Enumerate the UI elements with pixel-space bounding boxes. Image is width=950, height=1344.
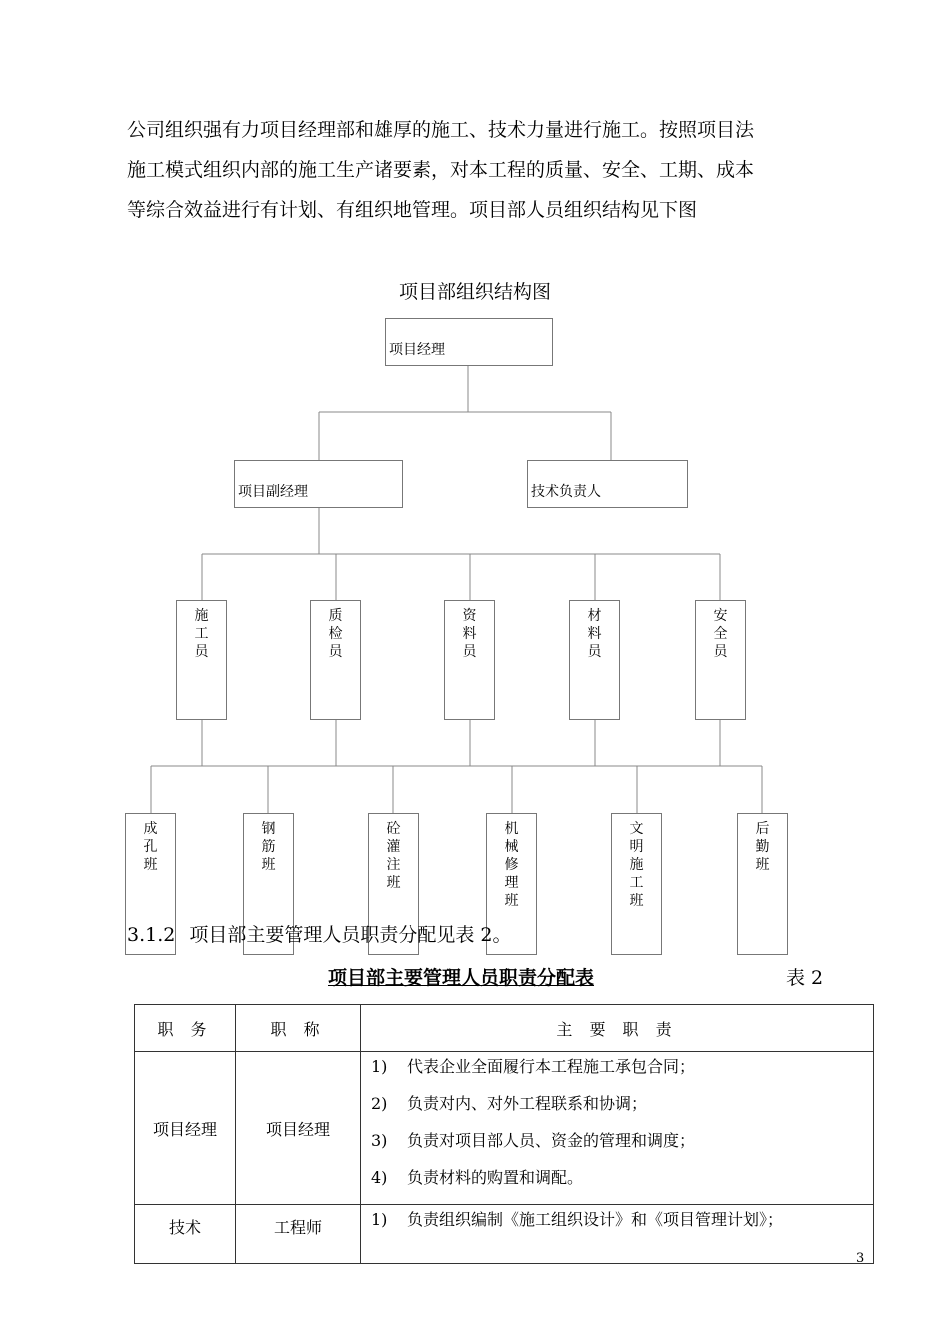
intro-line: 施工模式组织内部的施工生产诸要素，对本工程的质量、安全、工期、成本 bbox=[127, 159, 755, 181]
org-node-char: 员 bbox=[713, 644, 728, 660]
duty-item bbox=[371, 1209, 873, 1246]
duty-text: 负责组织编制《施工组织设计》和《项目管理计划》； bbox=[407, 1210, 784, 1229]
org-node-deputy-manager bbox=[234, 460, 403, 508]
org-node-char: 施 bbox=[194, 608, 209, 624]
duty-text: 代表企业全面履行本工程施工承包合同； bbox=[407, 1057, 696, 1076]
cell-position: 项目经理 bbox=[135, 1052, 236, 1205]
org-node-char: 灌 bbox=[386, 839, 401, 855]
org-node-char: 工 bbox=[629, 875, 644, 891]
org-node-civilized-construction-team bbox=[611, 813, 662, 955]
table-row bbox=[135, 1052, 874, 1205]
table-label: 表 2 bbox=[786, 967, 824, 989]
org-node-documentation-officer bbox=[444, 600, 495, 720]
org-node-project-manager bbox=[385, 318, 553, 366]
duty-number: 4) bbox=[371, 1168, 388, 1187]
org-node-char: 班 bbox=[504, 893, 519, 909]
org-node-label: 项目经理 bbox=[389, 342, 445, 358]
org-node-char: 注 bbox=[386, 857, 401, 873]
org-node-char: 修 bbox=[504, 857, 519, 873]
cell-position: 技术 bbox=[135, 1205, 236, 1264]
duty-text: 负责材料的购置和调配。 bbox=[407, 1168, 584, 1187]
org-node-char: 质 bbox=[328, 608, 343, 624]
duty-text: 负责对项目部人员、资金的管理和调度； bbox=[407, 1131, 696, 1150]
header-duties: 主 要 职 责 bbox=[361, 1005, 874, 1052]
org-node-char: 料 bbox=[462, 626, 477, 642]
org-node-char: 砼 bbox=[386, 821, 401, 837]
org-node-char: 钢 bbox=[261, 821, 276, 837]
org-node-char: 筋 bbox=[261, 839, 276, 855]
cell-rank: 项目经理 bbox=[236, 1052, 361, 1205]
duty-list bbox=[361, 1205, 873, 1246]
table-row bbox=[135, 1205, 874, 1264]
org-node-technical-lead bbox=[527, 460, 688, 508]
duty-list bbox=[361, 1052, 873, 1204]
org-node-char: 明 bbox=[629, 839, 644, 855]
org-node-char: 安 bbox=[713, 608, 728, 624]
org-node-char: 械 bbox=[504, 839, 519, 855]
org-node-char: 全 bbox=[713, 626, 728, 642]
org-node-char: 理 bbox=[504, 875, 519, 891]
org-node-char: 员 bbox=[194, 644, 209, 660]
org-node-char: 材 bbox=[587, 608, 602, 624]
duty-item bbox=[371, 1056, 873, 1093]
org-node-logistics-team bbox=[737, 813, 788, 955]
org-node-char: 资 bbox=[462, 608, 477, 624]
org-node-char: 班 bbox=[386, 875, 401, 891]
org-node-char: 工 bbox=[194, 626, 209, 642]
org-node-char: 施 bbox=[629, 857, 644, 873]
org-node-safety-officer bbox=[695, 600, 746, 720]
org-node-char: 员 bbox=[587, 644, 602, 660]
section-heading bbox=[127, 920, 512, 947]
duty-item bbox=[371, 1130, 873, 1167]
cell-duties bbox=[361, 1052, 874, 1205]
org-node-char: 勤 bbox=[755, 839, 770, 855]
org-node-construction-officer bbox=[176, 600, 227, 720]
org-node-char: 班 bbox=[755, 857, 770, 873]
org-node-char: 文 bbox=[629, 821, 644, 837]
org-chart-title: 项目部组织结构图 bbox=[398, 281, 551, 303]
page-number: 3 bbox=[856, 1251, 865, 1266]
duty-number: 1) bbox=[371, 1057, 388, 1076]
table-header-row bbox=[135, 1005, 874, 1052]
duty-number: 3) bbox=[371, 1131, 388, 1150]
org-node-char: 成 bbox=[143, 821, 158, 837]
cell-rank: 工程师 bbox=[236, 1205, 361, 1264]
org-node-char: 班 bbox=[261, 857, 276, 873]
header-rank: 职 称 bbox=[236, 1005, 361, 1052]
duty-number: 1) bbox=[371, 1210, 388, 1229]
duty-item bbox=[371, 1167, 873, 1204]
duty-item bbox=[371, 1093, 873, 1130]
section-text: 项目部主要管理人员职责分配见表 2。 bbox=[189, 924, 512, 946]
org-node-char: 员 bbox=[328, 644, 343, 660]
intro-line: 公司组织强有力项目经理部和雄厚的施工、技术力量进行施工。按照项目法 bbox=[127, 119, 755, 141]
org-node-label: 项目副经理 bbox=[238, 484, 308, 500]
section-number: 3.1.2 bbox=[127, 924, 176, 946]
org-node-char: 机 bbox=[504, 821, 519, 837]
duty-text: 负责对内、对外工程联系和协调； bbox=[407, 1094, 648, 1113]
org-node-char: 料 bbox=[587, 626, 602, 642]
org-node-char: 后 bbox=[755, 821, 770, 837]
header-position: 职 务 bbox=[135, 1005, 236, 1052]
intro-line: 等综合效益进行有计划、有组织地管理。项目部人员组织结构见下图 bbox=[127, 199, 698, 221]
org-node-char: 孔 bbox=[143, 839, 158, 855]
duty-number: 2) bbox=[371, 1094, 388, 1113]
org-node-quality-inspector bbox=[310, 600, 361, 720]
org-node-label: 技术负责人 bbox=[531, 484, 601, 500]
org-node-materials-officer bbox=[569, 600, 620, 720]
duty-table bbox=[134, 1004, 874, 1264]
org-node-char: 班 bbox=[143, 857, 158, 873]
org-node-char: 班 bbox=[629, 893, 644, 909]
org-node-char: 员 bbox=[462, 644, 477, 660]
org-node-char: 检 bbox=[328, 626, 343, 642]
cell-duties bbox=[361, 1205, 874, 1264]
table-title: 项目部主要管理人员职责分配表 bbox=[328, 967, 595, 989]
